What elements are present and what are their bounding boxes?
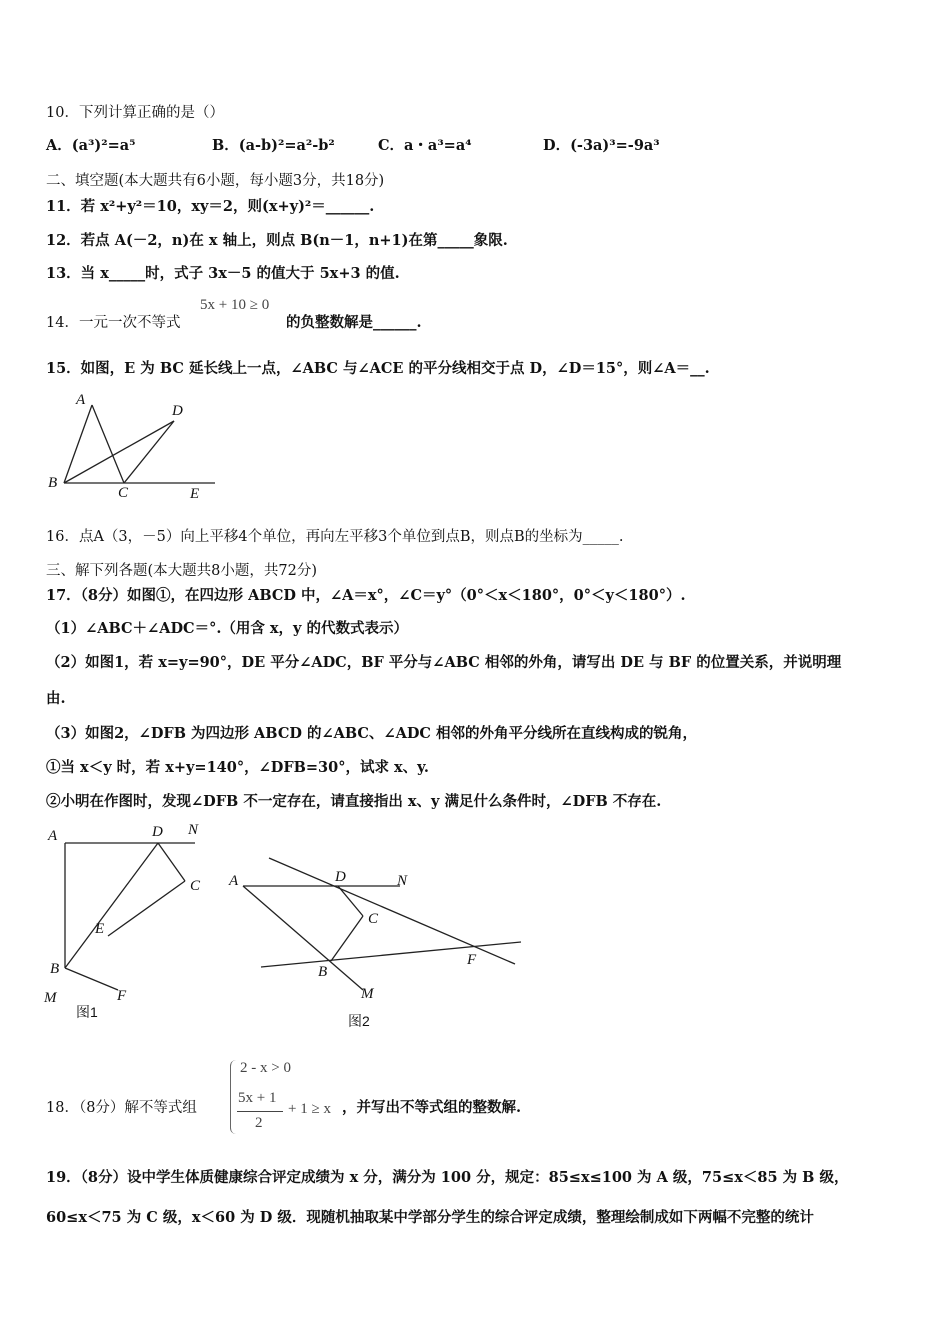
line-cd	[124, 421, 174, 483]
line-ba	[64, 405, 92, 483]
q18-ineq1: 2 - x > 0	[240, 1060, 291, 1076]
fig2-label-m: M	[361, 986, 374, 1002]
q18-suffix: ，并写出不等式组的整数解.	[342, 1099, 522, 1116]
q10-option-b: B．(a-b)²=a²-b²	[212, 137, 335, 154]
q15-label-b: B	[48, 475, 58, 491]
q13: 13．当 x_____时，式子 3x－5 的值大于 5x+3 的值.	[46, 265, 400, 282]
fig2-label-n: N	[397, 873, 408, 889]
q17-part1: （1）∠ABC＋∠ADC＝°.（用含 x，y 的代数式表示）	[46, 620, 409, 637]
fig1-label-f: F	[117, 988, 127, 1004]
q18-denominator: 2	[255, 1115, 263, 1131]
q17-figure2	[225, 848, 530, 1033]
q16: 16．点A（3，－5）向上平移4个单位，再向左平移3个单位到点B，则点B的坐标为_____.	[46, 529, 624, 545]
q18-prefix: 18．（8分）解不等式组	[46, 1100, 197, 1116]
fig1-caption: 图1	[76, 1004, 98, 1020]
fig2-label-c: C	[368, 911, 379, 927]
q15-label-a: A	[76, 392, 86, 408]
q17-part3-1: ①当 x＜y 时，若 x+y=140°，∠DFB=30°，试求 x、y.	[46, 759, 429, 776]
q17-part2b: 由.	[46, 690, 66, 707]
q18-ineq2-tail: + 1 ≥ x	[288, 1101, 331, 1117]
section3-header: 三、解下列各题(本大题共8小题，共72分)	[46, 563, 317, 579]
q15-label-c: C	[118, 485, 129, 501]
q15-figure	[40, 385, 240, 510]
q11: 11．若 x²+y²＝10，xy＝2，则(x+y)²＝______.	[46, 198, 375, 215]
fig2-label-a: A	[229, 873, 239, 889]
q17-part3-2: ②小明在作图时，发现∠DFB 不一定存在，请直接指出 x、y 满足什么条件时，∠DFB 不存在.	[46, 793, 662, 810]
fig2-label-f: F	[467, 952, 477, 968]
q17-figure1	[40, 818, 220, 1028]
q17-stem: 17．（8分）如图①，在四边形 ABCD 中，∠A＝x°，∠C＝y°（0°＜x＜180°，0°＜y＜180°）.	[46, 587, 686, 604]
q19-line2: 60≤x＜75 为 C 级，x＜60 为 D 级．现随机抽取某中学部分学生的综合评定成绩，整理绘制成如下两幅不完整的统计	[46, 1209, 814, 1226]
line-ac	[92, 405, 124, 483]
q18-brace	[230, 1060, 237, 1134]
fig1-label-d: D	[152, 824, 163, 840]
fig1-label-n: N	[188, 822, 199, 838]
q15-label-e: E	[190, 486, 200, 502]
fig2-caption: 图2	[348, 1013, 370, 1029]
q15-text: 15．如图，E 为 BC 延长线上一点，∠ABC 与∠ACE 的平分线相交于点 D，∠D＝15°，则∠A＝__.	[46, 360, 710, 377]
q14-prefix: 14．一元一次不等式	[46, 315, 181, 331]
q14-formula: 5x + 10 ≥ 0	[200, 297, 270, 313]
q12: 12．若点 A(－2，n)在 x 轴上，则点 B(n－1，n+1)在第_____象限.	[46, 232, 508, 249]
q10-option-d: D．(-3a)³=-9a³	[543, 137, 660, 154]
fig1-label-e: E	[95, 921, 105, 937]
section2-header: 二、填空题(本大题共有6小题，每小题3分，共18分)	[46, 173, 385, 189]
fig1-label-b: B	[50, 961, 60, 977]
line-bd	[64, 421, 174, 483]
fig1-label-c: C	[190, 878, 201, 894]
q19-line1: 19．（8分）设中学生体质健康综合评定成绩为 x 分，满分为 100 分，规定：85≤x≤100 为 A 级，75≤x＜85 为 B 级，	[46, 1169, 849, 1186]
q17-part3: （3）如图2，∠DFB 为四边形 ABCD 的∠ABC、∠ADC 相邻的外角平分线所在直线构成的锐角，	[46, 725, 698, 742]
fig1-label-a: A	[48, 828, 58, 844]
q10-stem: 10．下列计算正确的是（）	[46, 105, 224, 121]
fig2-label-b: B	[318, 964, 328, 980]
fig1-label-m: M	[44, 990, 57, 1006]
q10-option-a: A．(a³)²=a⁵	[46, 137, 136, 154]
fig2-label-d: D	[335, 869, 346, 885]
q10-option-c: C．a・a³=a⁴	[378, 137, 472, 154]
q18-numerator: 5x + 1	[238, 1090, 277, 1106]
q15-label-d: D	[172, 403, 183, 419]
q17-part2a: （2）如图1，若 x=y=90°，DE 平分∠ADC，BF 平分与∠ABC 相邻的外角，请写出 DE 与 BF 的位置关系，并说明理	[46, 654, 842, 671]
q18-fraction-bar	[237, 1111, 283, 1112]
q14-suffix: 的负整数解是______.	[286, 314, 422, 331]
